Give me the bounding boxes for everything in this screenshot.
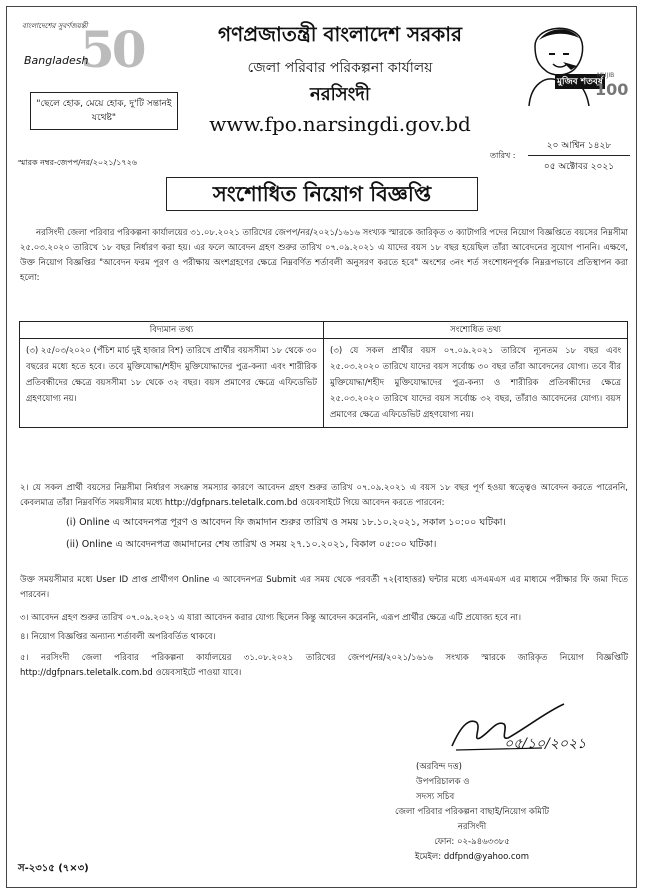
list-item-online-start: (i) Online এ আবেদনপত্র পূরণ ও আবেদন ফি জমাদান শুরুর তারিখ ও সময় ১৮.১০.২০২১, সকাল ১০:০০ ঘটিকা। (66, 517, 506, 528)
signatory-phone: ফোন: ০২-৯৪৬৩৩৮৫ (434, 837, 510, 847)
existing-cell (20, 339, 324, 428)
logo-country: Bangladesh (24, 54, 89, 67)
signatory-role: সদস্য সচিব (416, 792, 455, 802)
office-heading: জেলা পরিবার পরিকল্পনা কার্যালয় (247, 60, 433, 76)
signatory-block (352, 760, 592, 865)
mujib-en-label: MUJIB (597, 72, 615, 79)
comparison-table (19, 321, 628, 428)
mujib-bn-label: মুজিব শতবর্ষ (555, 74, 605, 89)
paragraph-2: ২। যে সকল প্রার্থী বয়সের নিম্নসীমা নির্ধারণ সংক্রান্ত সমস্যার কারণে আবেদন গ্রহণ শুরুর তারিখ ০৭.০৯.২০২১ এ বয়স ১৮ বছর পূর্ণ হওয়া স্বত্ত্বেও আবেদন করতে পারেননি, কেবলমাত্র তাঁরা নিম্নবর্ণিত সময়সীমার মধ্যে http://dgfpnars.teletalk.com.bd ওয়েবসাইটে গিয়ে আবেদন করতে পারবেন: (20, 483, 628, 508)
existing-number: (৩) (26, 346, 39, 356)
revised-cell (324, 339, 628, 428)
signature-date: ০৫/১০/২০২১ (504, 736, 587, 752)
golden-jubilee-logo (22, 20, 144, 82)
paragraph-1: নরসিংদী জেলা পরিবার পরিকল্পনা কার্যালয়ের ৩১.০৮.২০২১ তারিখের জেপপ/নর/২০২১/১৬১৬ সংখ্যক স্মারকে জারিকৃত ৩ ক্যাটাগরি পদের নিয়োগ বিজ্ঞপ্তিতে বয়সের নিম্নসীমা ২৫.০৩.২০২০ তারিখে ১৮ বছর নির্ধারণ করা হয়। এর ফলে আবেদন গ্রহণ শুরুর তারিখ ০৭.০৯.২০২১ এ যাদের বয়স ১৮ বছর হয়েছিল তাঁরা আবেদনের সুযোগ পাননি। এক্ষণে, উক্ত নিয়োগ বিজ্ঞপ্তির "আবেদন ফরম পূরণ ও পরীক্ষায় অংশগ্রহণের ক্ষেত্রে নিম্নবর্ণিত শর্তাবলী অনুসরণ করতে হবে" অংশের ৩নং শর্ত সংশোধনপূর্বক নিম্নরূপভাবে প্রতিস্থাপন করা হলো: (20, 228, 628, 283)
mujib-number: 100 (595, 80, 629, 99)
paragraph-6: ৫। নরসিংদী জেলা পরিবার পরিকল্পনা কার্যালয়ের ৩১.০৮.২০২১ তারিখের জেপপ/নর/২০২১/১৬১৬ সংখ্যক স্মারকে জারিকৃত নিয়োগ বিজ্ঞপ্তিটি http://dgfpnars.teletalk.com.bd ওয়েবসাইটে পাওয়া যাবে। (20, 653, 628, 678)
signatory-email: ইমেইল: ddfpnd@yahoo.com (414, 852, 530, 862)
memo-number: স্মারক নম্বর-জেপপ/নর/২০২১/১৭২৬ (18, 158, 138, 167)
column-header-existing: বিদ্যমান তথ্য (20, 322, 324, 339)
motto-box: "ছেলে হোক, মেয়ে হোক, দু'টি সন্তানই যথেষ্ট" (30, 92, 178, 130)
signatory-designation: উপপরিচালক ও (416, 777, 470, 787)
footer-code: স-২৩১৫ (৭×৩) (18, 863, 89, 874)
date-bangla: ২০ আশ্বিন ১৪২৮ (528, 138, 630, 156)
list-item-online-end: (ii) Online এ আবেদনপত্র জমাদানের শেষ তারিখ ও সময় ২৭.১০.২০২১, বিকাল ০৫:০০ ঘটিকা। (66, 539, 437, 550)
date-label: তারিখ : (490, 151, 516, 160)
paragraph-4: ৩। আবেদন গ্রহণ শুরুর তারিখ ০৭.০৯.২০২১ এ যারা আবেদন করার যোগ্য ছিলেন কিন্তু আবেদন করেননি, এরূপ প্রার্থীর ক্ষেত্রে এটি প্রযোজ্য হবে না। (20, 613, 522, 623)
signatory-committee: জেলা পরিবার পরিকল্পনা বাছাই/নিয়োগ কমিটি (394, 807, 550, 817)
signatory-city: নরসিংদী (457, 822, 487, 832)
logo-number: 50 (80, 20, 144, 79)
existing-text: ২৫/০৩/২০২০ (পঁচিশ মার্চ দুই হাজার বিশ) তারিখে প্রার্থীর বয়সসীমা ১৮ থেকে ৩০ বছরের মধ্যে হতে হবে। তবে মুক্তিযোদ্ধা/শহীদ মুক্তিযোদ্ধাদের পুত্র-কন্যা এবং শারীরিক প্রতিবন্ধীদের ক্ষেত্রে বয়সসীমা ১৮ থেকে ৩২ বছর। বয়স প্রমাণের ক্ষেত্রে এফিডেভিট গ্রহণযোগ্য নয়। (26, 346, 317, 404)
paragraph-5: ৪। নিয়োগ বিজ্ঞপ্তির অন্যান্য শর্তাবলী অপরিবর্তিত থাকবে। (20, 632, 216, 642)
paragraph-3: উক্ত সময়সীমার মধ্যে User ID প্রাপ্ত প্রার্থীগণ Online এ আবেদনপত্র Submit এর সময় থেকে পরবর্তী ৭২(বাহাত্তর) ঘন্টার মধ্যে এসএমএস এর মাধ্যমে পরীক্ষার ফি জমা দিতে পারবেন। (20, 575, 628, 600)
handwritten-signature (446, 698, 586, 758)
logo-top-text: বাংলাদেশের সুবর্ণজয়ন্তী (22, 22, 88, 30)
website-url: www.fpo.narsingdi.gov.bd (209, 112, 471, 136)
government-heading: গণপ্রজাতন্ত্রী বাংলাদেশ সরকার (218, 22, 462, 46)
mujib-centenary-logo (505, 18, 629, 106)
revised-number: (৩) (330, 346, 343, 356)
column-header-revised: সংশোধিত তথ্য (324, 322, 628, 339)
notice-title: সংশোধিত নিয়োগ বিজ্ঞপ্তি (166, 177, 478, 211)
signatory-name: (অরবিন্দ দত্ত) (416, 762, 462, 772)
date-box (528, 138, 630, 174)
city-heading: নরসিংদী (309, 84, 371, 105)
revised-text: যে সকল প্রার্থীর বয়স ০৭.০৯.২০২১ তারিখে ন্যূনতম ১৮ বছর এবং ২৫.০৩.২০২০ তারিখে যাদের বয়স সর্বোচ্চ ৩০ বছর তাঁরা আবেদনের যোগ্য। তবে বীর মুক্তিযোদ্ধা/শহীদ মুক্তিযোদ্ধাদের পুত্র-কন্যা ও শারীরিক প্রতিবন্ধীদের ক্ষেত্রে ২৫.০৩.২০২০ তারিখে যাদের বয়স সর্বোচ্চ ৩২ বছর, তাঁরাও আবেদনের যোগ্য। বয়স প্রমাণের ক্ষেত্রে এফিডেভিট গ্রহণযোগ্য নয়। (330, 346, 622, 420)
date-english: ০৫ অক্টোবর ২০২১ (543, 162, 615, 172)
